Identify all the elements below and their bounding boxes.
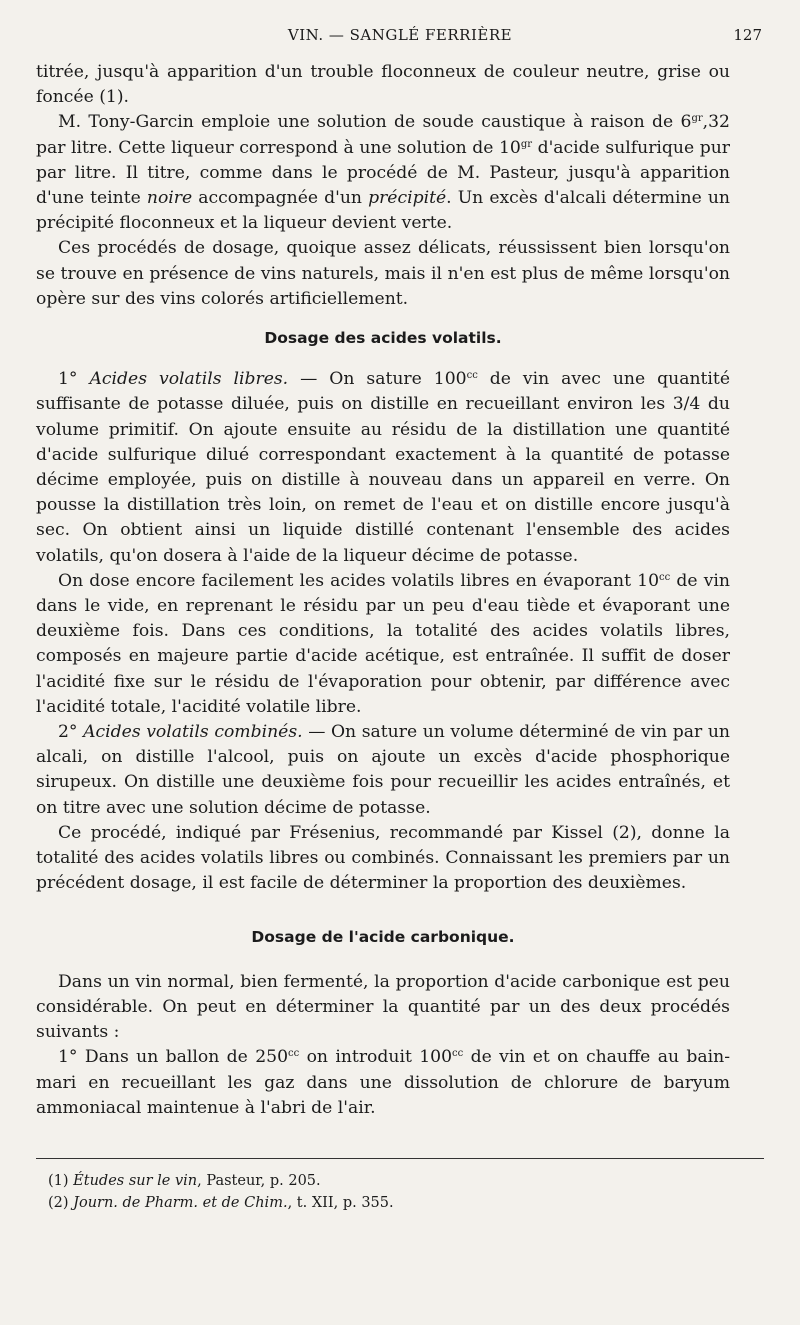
paragraph: titrée, jusqu'à apparition d'un trouble floconneux de couleur neutre, grise ou foncée (1). (36, 62, 730, 108)
paragraph (36, 1045, 730, 1121)
text: , Pasteur, p. 205. (197, 1173, 321, 1189)
text: accompagnée d'un (192, 188, 369, 209)
section-heading: Dosage des acides volatils. (264, 329, 502, 348)
unit-superscript: gr (691, 113, 703, 125)
text: — On sature un volume déterminé de vin par un alcali, on distille l'alcool, puis on ajoute un excès d'acide phosphorique sirupeux. On distille une deuxième fois pour recueillir les acides entraînés, et on titre avec une solution décime de potasse. (36, 722, 730, 818)
italic-text: Journ. de Pharm. et de Chim. (73, 1195, 288, 1211)
italic-text: Acides volatils combinés. (83, 722, 303, 743)
text: M. Tony-Garcin emploie une solution de soude caustique à raison de 6 (58, 112, 692, 133)
unit-superscript: cc (452, 1048, 464, 1060)
footnotes (48, 1170, 394, 1214)
text: , t. XII, p. 355. (287, 1195, 394, 1211)
section-heading: Dosage de l'acide carbonique. (251, 927, 515, 946)
text: 1° Dans un ballon de 250 (58, 1047, 289, 1068)
italic-text: précipité (368, 188, 447, 209)
italic-text: Acides volatils libres. (89, 369, 289, 390)
italic-text: noire (146, 188, 193, 209)
text: — On sature 100 (288, 369, 467, 390)
unit-superscript: gr (520, 138, 533, 150)
italic-text: Études sur le vin (73, 1173, 198, 1189)
running-header (36, 26, 764, 48)
text: on introduit 100 (299, 1047, 453, 1068)
text: On dose encore facilement les acides volatils libres en évaporant 10 (58, 570, 660, 591)
paragraph (36, 569, 730, 720)
text: 2° (58, 722, 84, 743)
paragraph (36, 367, 730, 569)
footnote-marker: (1) (48, 1173, 74, 1189)
unit-superscript: cc (288, 1048, 300, 1060)
paragraph (36, 110, 730, 236)
text: 1° (58, 369, 90, 390)
paragraph: Ce procédé, indiqué par Frésenius, recommandé par Kissel (2), donne la totalité des acides volatils libres ou combinés. Connaissant les premiers par un précédent dosage, il est facile de déterminer la proportion des deuxièmes. (36, 822, 730, 894)
text: de vin dans le vide, en reprenant le résidu par un peu d'eau tiède et évaporant une deuxième fois. Dans ces conditions, la totalité des acides volatils libres, composés en majeure partie d'acide acétique, est entraînée. Il suffit de doser l'acidité fixe sur le résidu de l'évaporation pour obtenir, par différence avec l'acidité totale, l'acidité volatile libre. (36, 570, 730, 717)
paragraph: Dans un vin normal, bien fermenté, la proportion d'acide carbonique est peu considérable. On peut en déterminer la quantité par un des deux procédés suivants : (36, 971, 730, 1043)
footnote (48, 1192, 394, 1214)
paragraph: Ces procédés de dosage, quoique assez délicats, réussissent bien lorsqu'on se trouve en présence de vins naturels, mais il n'en est plus de même lorsqu'on opère sur des vins colorés artificiellement. (36, 238, 730, 309)
running-title: VIN. — SANGLÉ FERRIÈRE (287, 26, 513, 44)
paragraph (36, 720, 730, 821)
footnote-marker: (2) (48, 1195, 74, 1211)
text: de vin avec une quantité suffisante de potasse diluée, puis on distille en recueillant environ les 3/4 du volume primitif. On ajoute ensuite au résidu de la distillation une quantité d'acide sulfurique dilué correspondant exactement à la quantité de potasse décime employée, puis on distille à nouveau dans un appareil en verre. On pousse la distillation très loin, on remet de l'eau et on distille encore jusqu'à sec. On obtient ainsi un liquide distillé contenant l'ensemble des acides volatils, qu'on dosera à l'aide de la liqueur décime de potasse. (36, 369, 730, 566)
unit-superscript: cc (466, 370, 478, 382)
text: ,32 par litre. Cette liqueur correspond à une solution de 10 (36, 112, 730, 158)
footnote-divider (36, 1158, 764, 1159)
text: de vin et on chauffe au bain-mari en recueillant les gaz dans une dissolution de chlorure de baryum ammoniacal maintenue à l'abri de l'air. (36, 1047, 731, 1118)
body-text (36, 60, 730, 1121)
page-number: 127 (733, 26, 762, 44)
text: . Un excès d'alcali détermine un précipité floconneux et la liqueur devient verte. (36, 188, 730, 234)
text: d'acide sulfurique pur par litre. Il titre, comme dans le procédé de M. Pasteur, jusqu'à apparition d'une teinte (36, 137, 730, 209)
footnote (48, 1170, 394, 1192)
unit-superscript: cc (659, 571, 671, 583)
